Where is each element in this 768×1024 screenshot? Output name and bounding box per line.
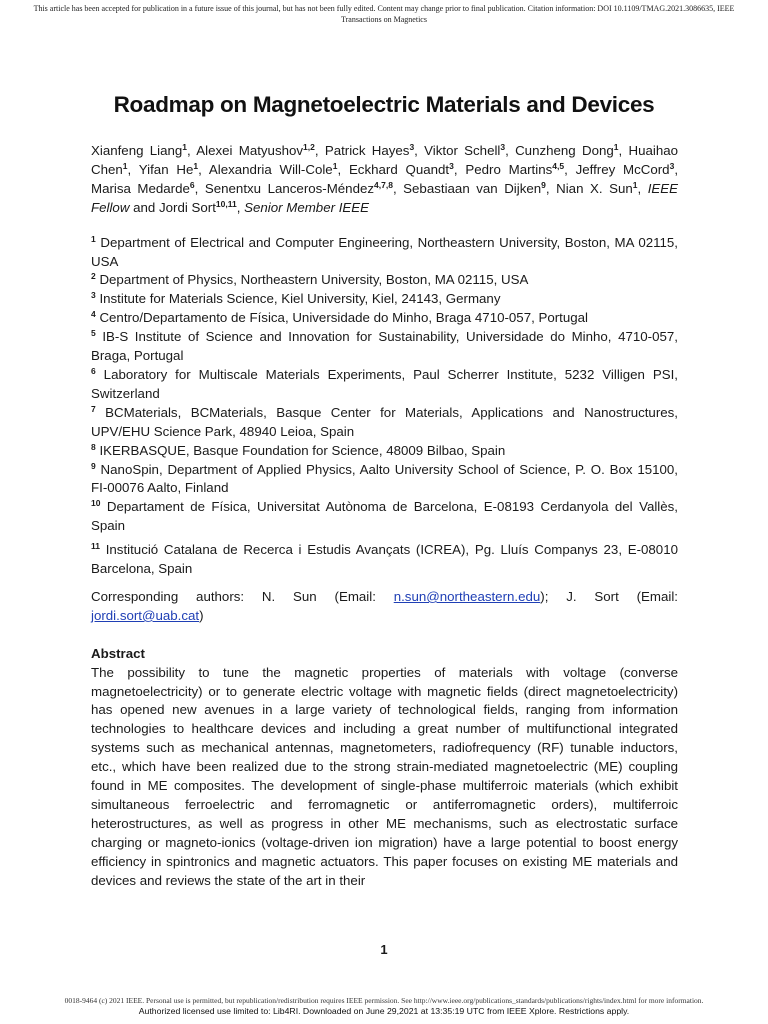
- author-affiliation-marker: 4,7,8: [374, 179, 393, 190]
- author-affiliation-marker: 1: [193, 160, 199, 171]
- author-role: Senior Member IEEE: [244, 199, 370, 215]
- footer-copyright: 0018-9464 (c) 2021 IEEE. Personal use is permitted, but republication/redistribution requires IEEE permission. See http://www.ieee.org/publications_standards/publications/rights/index.html for more information.: [64, 996, 704, 1005]
- author-name: Huaihao Chen: [91, 143, 679, 177]
- author-affiliation-marker: 4,5: [552, 160, 565, 171]
- affiliation-number: 1: [91, 233, 96, 244]
- author-name: Patrick Hayes: [324, 143, 410, 158]
- author-name: Cunzheng Dong: [515, 143, 614, 158]
- author-affiliation-marker: 1: [632, 179, 638, 190]
- affiliation-number: 9: [91, 460, 96, 471]
- affiliation-item: [91, 234, 678, 272]
- author-name: Eckhard Quandt: [348, 161, 450, 177]
- author-separator: ,: [198, 161, 209, 177]
- author-affiliation-marker: 1,2: [303, 142, 315, 152]
- author-name: Pedro Martins: [465, 161, 553, 177]
- corresponding-suffix: ): [199, 607, 204, 623]
- author-affiliation-marker: 1: [332, 160, 338, 171]
- affiliation-item: [91, 442, 678, 461]
- affiliation-number: 6: [91, 365, 96, 376]
- affiliation-text: Institució Catalana de Recerca i Estudis Avançats (ICREA), Pg. Lluís Companys 23, E-08010 Barcelona, Spain: [91, 542, 678, 577]
- affiliation-number: 4: [91, 309, 96, 320]
- author-name: and Jordi Sort: [129, 199, 216, 215]
- author-affiliation-marker: 3: [500, 142, 506, 152]
- corresponding-middle: ); J. Sort (Email:: [540, 588, 678, 604]
- author-separator: ,: [194, 180, 205, 196]
- affiliation-text: IB-S Institute of Science and Innovation for Sustainability, Universidade do Minho, 4710-057, Braga, Portugal: [91, 329, 678, 364]
- affiliation-number: 8: [91, 441, 96, 452]
- author-name: Viktor Schell: [424, 143, 501, 158]
- author-role: IEEE Fellow: [91, 180, 679, 215]
- author-affiliation-marker: 10,11: [215, 198, 237, 209]
- author-name: Yifan He: [138, 161, 194, 177]
- author-list: [91, 142, 678, 218]
- author-affiliation-marker: 3: [449, 160, 454, 171]
- author-separator: ,: [392, 180, 404, 196]
- affiliation-number: 10: [91, 498, 101, 509]
- author-name: Alexei Matyushov: [196, 143, 304, 158]
- affiliation-item: [91, 290, 678, 309]
- author-separator: ,: [453, 161, 466, 177]
- affiliation-item: [91, 309, 678, 328]
- corresponding-prefix: Corresponding authors: N. Sun (Email:: [91, 588, 394, 604]
- corresponding-authors: [91, 588, 678, 626]
- affiliation-text: Centro/Departamento de Física, Universidade do Minho, Braga 4710-057, Portugal: [99, 310, 589, 326]
- affiliation-item: [91, 271, 678, 290]
- journal-header-note: This article has been accepted for publication in a future issue of this journal, but has not been fully edited. Content may change prior to final publication. Citation information: DOI 10.1109/TMAG.2021.3086635, IEEE Transactions on Magnetics: [33, 4, 735, 24]
- affiliation-text: Institute for Materials Science, Kiel University, Kiel, 24143, Germany: [99, 291, 501, 307]
- affiliation-text: Departament de Física, Universitat Autònoma de Barcelona, E-08193 Cerdanyola del Vallès, Spain: [91, 499, 678, 534]
- author-separator: ,: [236, 199, 245, 215]
- author-affiliation-marker: 3: [669, 160, 675, 171]
- affiliation-text: NanoSpin, Department of Applied Physics, Aalto University School of Science, P. O. Box 15100, FI-00076 Aalto, Finland: [91, 461, 678, 496]
- author-name: Senentxu Lanceros-Méndez: [204, 180, 375, 196]
- author-separator: ,: [127, 161, 139, 177]
- footer-license: Authorized licensed use limited to: Lib4RI. Downloaded on June 29,2021 at 13:35:19 UTC from IEEE Xplore. Restrictions apply.: [138, 1006, 630, 1016]
- affiliation-item: [91, 328, 678, 366]
- author-separator: ,: [564, 161, 576, 177]
- author-separator: ,: [637, 180, 648, 196]
- paper-title: Roadmap on Magnetoelectric Materials and Devices: [113, 92, 655, 117]
- affiliation-number: 2: [91, 271, 96, 282]
- author-separator: ,: [314, 143, 325, 158]
- affiliation-text: Department of Physics, Northeastern University, Boston, MA 02115, USA: [99, 272, 529, 288]
- affiliation-text: Laboratory for Multiscale Materials Experiments, Paul Scherrer Institute, 5232 Villigen PSI, Switzerland: [91, 366, 678, 401]
- author-name: Marisa Medarde: [91, 180, 190, 196]
- affiliation-text: Department of Electrical and Computer Engineering, Northeastern University, Boston, MA 02115, USA: [91, 234, 678, 269]
- author-affiliation-marker: 3: [409, 142, 415, 152]
- author-name: Sebastiaan van Dijken: [403, 180, 542, 196]
- author-separator: ,: [674, 161, 679, 177]
- email-link-sun[interactable]: n.sun@northeastern.edu: [393, 588, 541, 604]
- affiliation-number: 3: [91, 290, 96, 301]
- affiliation-list: [91, 234, 678, 579]
- affiliation-number: 11: [91, 541, 100, 552]
- author-affiliation-marker: 9: [541, 179, 546, 190]
- page-number: 1: [380, 942, 388, 957]
- author-separator: ,: [414, 143, 425, 158]
- abstract-heading: Abstract: [91, 645, 145, 661]
- author-name: Jeffrey McCord: [575, 161, 670, 177]
- email-link-sort[interactable]: jordi.sort@uab.cat: [91, 607, 200, 623]
- affiliation-item: [91, 366, 678, 404]
- abstract-body: The possibility to tune the magnetic properties of materials with voltage (converse magnetoelectricity) or to generate electric voltage with magnetic fields (direct magnetoelectricity) has opened new avenues in a large variety of technological fields, ranging from information technologies to healthcare devices and including a great number of multifunctional integrated systems such as mechanical antennas, magnetometers, radiofrequency (RF) tunable inductors, etc., which have been realized due to the strong strain-mediated magnetoelectric (ME) coupling found in ME composites. The development of single-phase multiferroic materials (which exhibit simultaneous ferroelectric and ferromagnetic or antiferromagnetic orders), multiferroic heterostructures, as well as progress in other ME mechanisms, such as electrostatic surface charging or magneto-ionics (voltage-driven ion migration) have a large potential to boost energy efficiency in spintronics and magnetic actuators. This paper focuses on existing ME materials and devices and reviews the state of the art in their: [91, 664, 678, 888]
- author-name: Alexandria Will-Cole: [208, 161, 333, 177]
- author-separator: ,: [545, 180, 557, 196]
- author-affiliation-marker: 1: [122, 160, 128, 171]
- affiliation-item: [91, 404, 678, 442]
- author-affiliation-marker: 1: [613, 142, 619, 152]
- author-name: Nian X. Sun: [556, 180, 633, 196]
- author-separator: ,: [505, 143, 516, 158]
- author-separator: ,: [187, 143, 197, 158]
- affiliation-text: IKERBASQUE, Basque Foundation for Science, 48009 Bilbao, Spain: [99, 442, 506, 458]
- author-name: Xianfeng Liang: [91, 143, 183, 158]
- affiliation-text: BCMaterials, BCMaterials, Basque Center for Materials, Applications and Nanostructures, UPV/EHU Science Park, 48940 Leioa, Spain: [91, 404, 678, 439]
- author-separator: ,: [337, 161, 349, 177]
- author-separator: ,: [618, 143, 629, 158]
- affiliation-number: 5: [91, 328, 96, 339]
- author-affiliation-marker: 6: [189, 179, 195, 190]
- affiliation-item: [91, 461, 678, 499]
- author-affiliation-marker: 1: [182, 142, 188, 152]
- affiliation-number: 7: [91, 403, 96, 414]
- paper-body: [91, 142, 678, 891]
- affiliation-item: [91, 541, 678, 579]
- affiliation-item: [91, 498, 678, 536]
